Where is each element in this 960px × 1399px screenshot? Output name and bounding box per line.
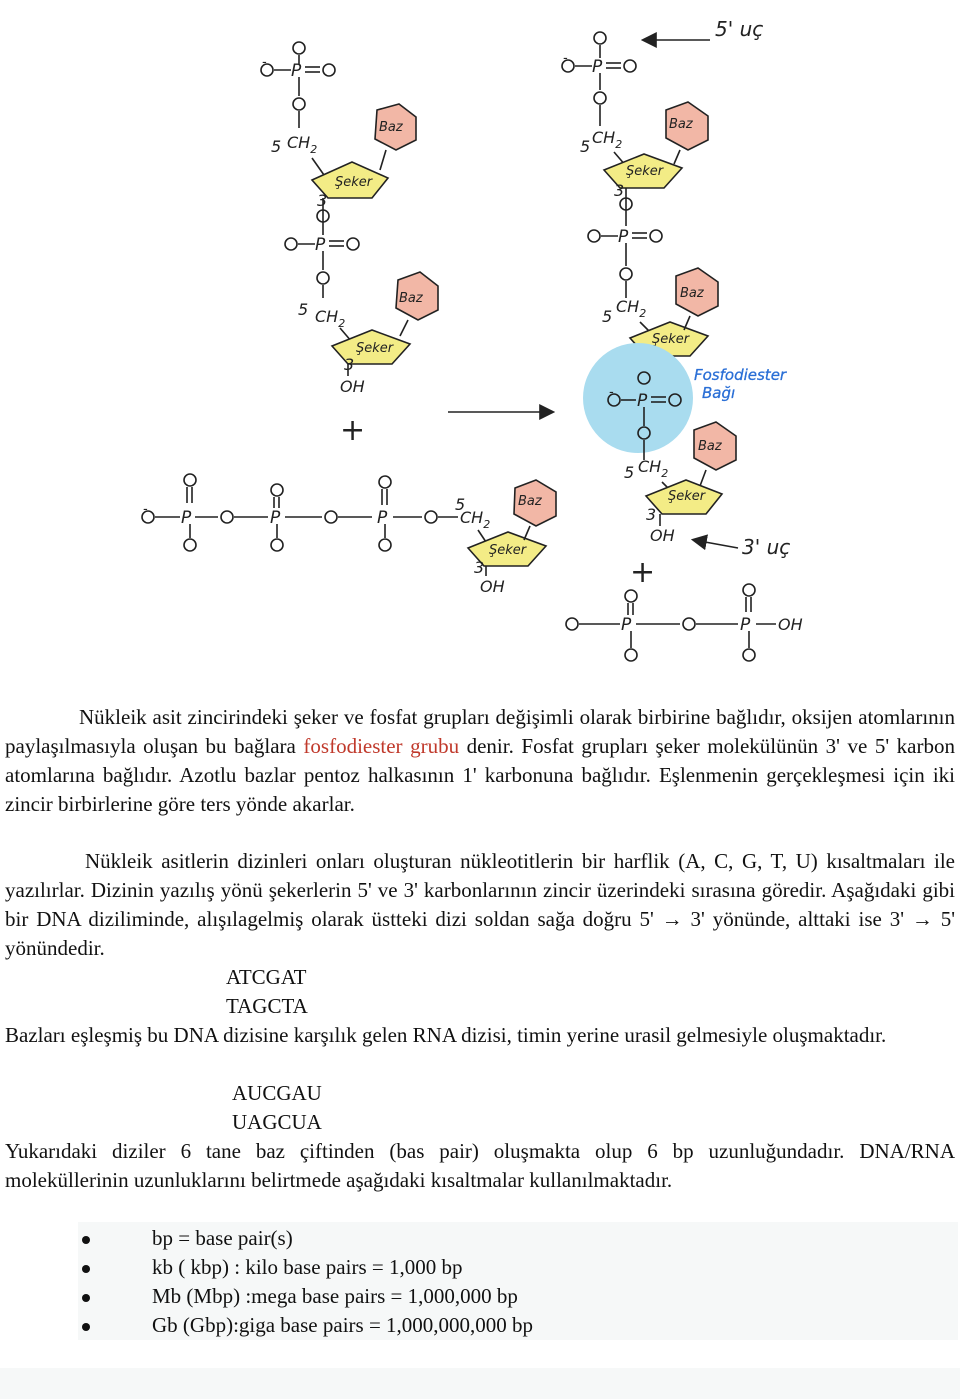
paragraph-rna: Bazları eşleşmiş bu DNA dizisine karşılık gelen RNA dizisi, timin yerine urasil gelmesiyle oluşmaktadır. [5,1023,887,1047]
rna-bottom-strand: UAGCUA [232,1110,322,1134]
para2-text-b: 3' yönünde, alttaki ise 3' [690,907,904,931]
svg-text:Şeker: Şeker [626,164,664,179]
svg-text:Baz: Baz [379,120,403,135]
bond-label-2: Bağı [702,384,736,402]
left-strand [261,42,438,448]
svg-text:OH: OH [778,615,803,634]
svg-text:CH2: $CH_2$ [638,457,669,480]
abbreviation-list [78,1222,958,1340]
paragraph-sequence-notation [5,847,955,963]
svg-text:5: 5 [624,463,635,482]
svg-text:-: - [563,51,568,66]
nucleotide-triphosphate [142,474,556,596]
svg-text:5: 5 [602,307,613,326]
bullet-icon [82,1323,90,1331]
svg-text:3: 3 [344,355,355,374]
direction-arrow-2: → [911,907,933,931]
svg-text:Baz: Baz [698,439,722,454]
svg-text:3: 3 [614,181,625,200]
svg-text:Şeker: Şeker [668,489,706,504]
svg-text:CH2: $CH_2$ [592,128,623,151]
svg-text:Baz: Baz [669,117,693,132]
bond-label: Fosfodiester [694,366,787,384]
rna-top-strand: AUCGAU [232,1081,322,1105]
list-item-text: Mb (Mbp) :mega base pairs = 1,000,000 bp [152,1284,518,1308]
svg-text:OH: OH [480,577,505,596]
svg-text:-: - [143,502,148,517]
bullet-icon [82,1265,90,1273]
svg-text:OH: OH [340,377,365,396]
svg-text:P: P [377,508,388,528]
pyrophosphate [566,584,803,661]
svg-text:Şeker: Şeker [652,332,690,347]
svg-text:CH2: $CH_2$ [315,307,346,330]
svg-text:P: P [618,227,629,247]
svg-text:+: + [340,413,366,448]
svg-text:P: P [181,508,192,528]
svg-text:Baz: Baz [518,494,542,509]
three-prime-end-label: 3' uç [742,535,791,559]
list-item-text: Gb (Gbp):giga base pairs = 1,000,000,000 bp [152,1313,534,1337]
svg-text:5: 5 [455,495,466,514]
svg-text:P: P [740,615,751,635]
svg-text:Şeker: Şeker [335,175,373,190]
svg-text:+: + [630,555,656,590]
svg-text:5: 5 [580,137,591,156]
para2-text-a: Nükleik asitlerin dizinleri onları oluşturan nükleotitlerin bir harflik (A, C, G, T, U) kısaltmaları ile yazılırlar. Dizinin yazılış yönü şekerlerin 5' ve 3' karbonlarının zincir üzerindeki sırasına göredir. Aşağıdaki gibi bir DNA diziliminde, alışılagelmiş olarak üstteki dizi soldan sağa doğru 5' [5,849,955,931]
para1-text-b: denir. Fosfat grupları şeker molekülünün 3' ve 5' karbon atomlarına bağlıdır. Azotlu bazlar pentoz halkasının 1' karbonuna bağlıdır. Eşlenmenin gerçekleşmesi için iki zincir birbirlerine göre ters yönde akarlar. [5,734,955,816]
svg-text:CH2: $CH_2$ [460,508,491,531]
direction-arrow-1: → [661,907,683,931]
svg-text:OH: OH [650,526,675,545]
paragraph-phosphodiester [5,703,955,819]
svg-text:Şeker: Şeker [356,341,394,356]
svg-text:-: - [609,385,614,400]
bullet-icon [82,1236,90,1244]
dna-bottom-strand: TAGCTA [226,994,308,1018]
para1-text-a: Nükleik asit zincirindeki şeker ve fosfat grupları değişimli olarak birbirine bağlıdır, oksijen atomlarının paylaşılmasıyla oluşan bu bağlara [5,705,955,758]
phosphodiester-term: fosfodiester grubu [303,734,460,758]
carbon-5-label: 5 [271,137,282,156]
paragraph-length-units: Yukarıdaki diziler 6 tane baz çiftinden (bas pair) oluşmakta olup 6 bp uzunluğundadır. DNA/RNA moleküllerinin uzunluklarını belirtmede aşağıdaki kısaltmalar kullanılmaktadır. [5,1139,955,1192]
svg-text:CH2: $CH_2$ [616,297,647,320]
list-item-text: bp = base pair(s) [152,1226,293,1250]
svg-text:Baz: Baz [680,286,704,301]
bullet-icon [82,1294,90,1302]
svg-text:5: 5 [298,300,309,319]
svg-text:-: - [262,55,267,70]
svg-text:P: P [315,235,326,255]
ch2-label: $CH_2$ [287,133,318,156]
svg-text:P: P [637,391,648,411]
svg-text:Baz: Baz [399,291,423,306]
right-strand [562,32,736,590]
list-item-text: kb ( kbp) : kilo base pairs = 1,000 bp [152,1255,463,1279]
page-footer-band [0,1368,960,1399]
svg-text:P: P [621,615,632,635]
svg-text:P: P [291,61,302,81]
dna-top-strand: ATCGAT [226,965,307,989]
five-prime-end-label: 5' uç [715,17,764,41]
svg-text:P: P [592,57,603,77]
svg-text:3: 3 [317,191,328,210]
svg-text:3: 3 [474,558,485,577]
para2-text-c: 5' yönündedir. [5,907,956,960]
svg-text:Şeker: Şeker [489,543,527,558]
dna-phosphodiester-diagram [0,0,960,680]
svg-text:P: P [270,508,281,528]
svg-text:3: 3 [646,505,657,524]
